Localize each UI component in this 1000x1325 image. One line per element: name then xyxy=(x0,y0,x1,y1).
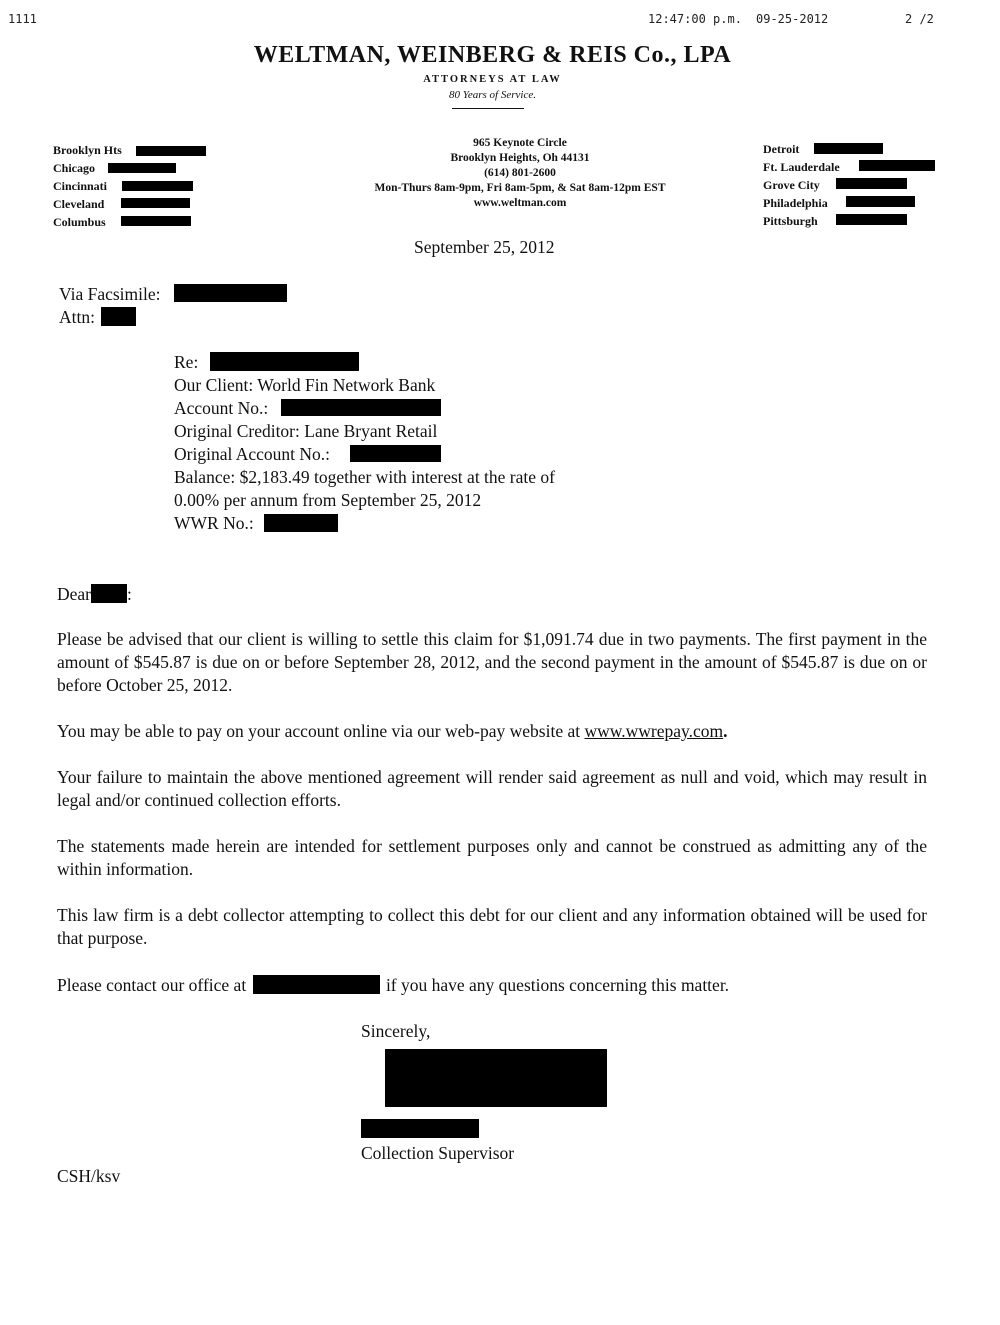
re-block xyxy=(174,351,555,535)
paragraph-agreement-warning: Your failure to maintain the above mentioned agreement will render said agreement as null and void, which may result in legal and/or continued collection efforts. xyxy=(57,767,927,810)
firm-tagline: 80 Years of Service. xyxy=(449,89,536,101)
redaction-phone-detroit xyxy=(814,143,883,154)
web-pay-text: You may be able to pay on your account online via our web-pay website at xyxy=(57,721,585,741)
office-philadelphia: Philadelphia xyxy=(763,196,828,210)
redaction-attn-name xyxy=(101,307,136,326)
offices-left-list xyxy=(53,141,122,231)
web-pay-period: . xyxy=(723,721,728,741)
office-pittsburgh: Pittsburgh xyxy=(763,214,818,228)
redaction-phone-chicago xyxy=(108,163,176,173)
redaction-account-number xyxy=(281,399,441,416)
fax-page: 2 /2 xyxy=(905,12,934,26)
firm-name: WELTMAN, WEINBERG & REIS Co., LPA xyxy=(253,42,732,68)
web-pay-link[interactable]: www.wwrepay.com xyxy=(584,721,724,741)
firm-address-block xyxy=(300,136,740,211)
office-ft-lauderdale: Ft. Lauderdale xyxy=(763,160,840,174)
redaction-phone-philadelphia xyxy=(846,196,915,207)
redaction-phone-cleveland xyxy=(121,198,190,208)
re-original-account-label: Original Account No.: xyxy=(174,444,331,464)
address-hours: Mon-Thurs 8am-9pm, Fri 8am-5pm, & Sat 8am-12pm EST xyxy=(374,182,666,194)
redaction-phone-grove-city xyxy=(836,178,907,189)
re-original-creditor: Original Creditor: Lane Bryant Retail xyxy=(174,421,438,441)
redaction-signer-name xyxy=(361,1119,479,1138)
office-cleveland: Cleveland xyxy=(53,197,105,211)
redaction-fax-number xyxy=(174,284,287,302)
redaction-phone-cincinnati xyxy=(122,181,193,191)
redaction-phone-brooklyn xyxy=(136,146,206,156)
signer-title: Collection Supervisor xyxy=(361,1143,515,1163)
contact-suffix: if you have any questions concerning this matter. xyxy=(385,975,730,995)
letter-date: September 25, 2012 xyxy=(414,237,555,257)
office-brooklyn-hts: Brooklyn Hts xyxy=(53,143,122,157)
re-client: Our Client: World Fin Network Bank xyxy=(174,375,436,395)
address-city: Brooklyn Heights, Oh 44131 xyxy=(450,152,590,164)
paragraph-settlement-disclaimer: The statements made herein are intended for settlement purposes only and cannot be construed as admitting any of the within information. xyxy=(57,836,927,879)
initials: CSH/ksv xyxy=(57,1166,121,1186)
redaction-re-name xyxy=(210,352,359,371)
office-detroit: Detroit xyxy=(763,142,800,156)
salutation-prefix: Dear xyxy=(57,584,92,604)
redaction-wwr-number xyxy=(264,514,338,532)
via-facsimile-label: Via Facsimile: xyxy=(59,284,161,304)
closing: Sincerely, xyxy=(361,1021,431,1041)
redaction-office-phone xyxy=(253,975,380,994)
office-chicago: Chicago xyxy=(53,161,95,175)
redaction-original-account-number xyxy=(350,445,441,462)
re-balance-line2: 0.00% per annum from September 25, 2012 xyxy=(174,490,482,510)
redaction-phone-ft-lauderdale xyxy=(859,160,935,171)
salutation xyxy=(57,583,132,606)
paragraph-debt-collector-notice: This law firm is a debt collector attempting to collect this debt for our client and any information obtained will be used for that purpose. xyxy=(57,905,927,948)
paragraph-web-pay xyxy=(57,720,927,743)
paragraph-settlement-offer: Please be advised that our client is willing to settle this claim for $1,091.74 due in two payments. The first payment in the amount of $545.87 is due on or before September 28, 2012, and the second payment in the amount of $545.87 is due on or before October 25, 2012. xyxy=(57,629,927,695)
office-grove-city: Grove City xyxy=(763,178,820,192)
re-label: Re: xyxy=(174,352,199,372)
redaction-salutation-name xyxy=(91,584,127,603)
fax-sender-id: 1111 xyxy=(8,12,37,26)
paragraph-contact xyxy=(57,974,729,997)
address-website: www.weltman.com xyxy=(473,197,567,209)
fax-time: 12:47:00 p.m. xyxy=(648,12,742,26)
address-phone: (614) 801-2600 xyxy=(484,167,556,179)
office-columbus: Columbus xyxy=(53,215,106,229)
re-balance-line1: Balance: $2,183.49 together with interest at the rate of xyxy=(174,467,555,487)
re-wwr-label: WWR No.: xyxy=(174,513,254,533)
salutation-suffix: : xyxy=(127,584,132,604)
address-street: 965 Keynote Circle xyxy=(473,137,567,149)
redaction-phone-columbus xyxy=(121,216,191,226)
firm-subtitle: ATTORNEYS AT LAW xyxy=(423,74,562,85)
office-cincinnati: Cincinnati xyxy=(53,179,108,193)
attn-label: Attn: xyxy=(59,307,95,327)
contact-prefix: Please contact our office at xyxy=(57,975,247,995)
re-account-label: Account No.: xyxy=(174,398,269,418)
fax-date: 09-25-2012 xyxy=(756,12,829,26)
redaction-phone-pittsburgh xyxy=(836,214,907,225)
letterhead-divider xyxy=(452,108,524,109)
redaction-signature xyxy=(385,1049,607,1107)
